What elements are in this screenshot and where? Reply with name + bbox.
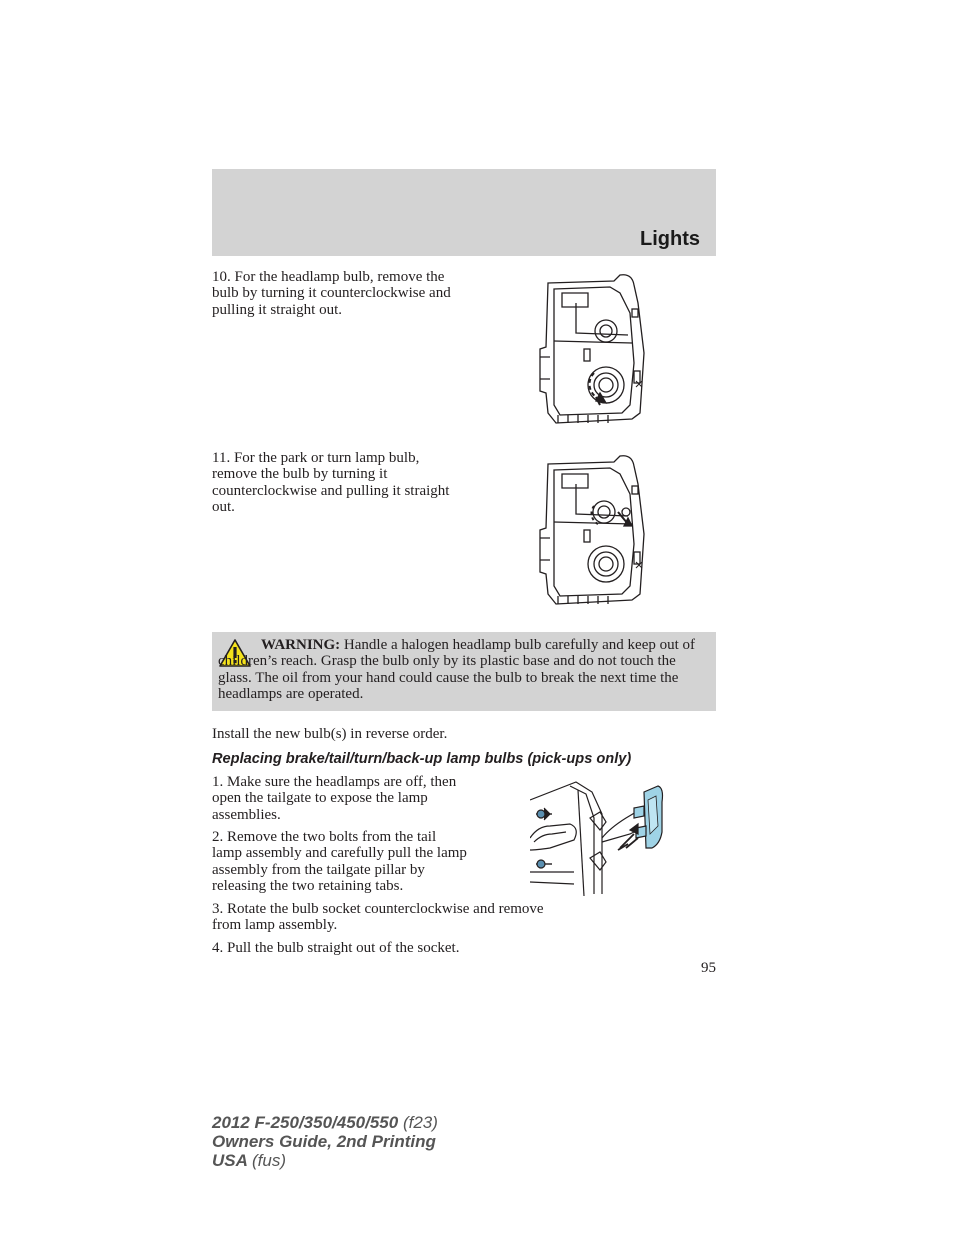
tail-step-4: 4. Pull the bulb straight out of the socket.	[212, 940, 460, 956]
tail-step-3: 3. Rotate the bulb socket counterclockwise and remove from lamp assembly.	[212, 901, 544, 934]
tail-step-2: 2. Remove the two bolts from the tail lamp assembly and carefully pull the lamp assembly from the tailgate pillar by releasing the two retaining tabs.	[212, 829, 467, 894]
document-footer	[212, 1113, 438, 1170]
section-title: Lights	[640, 228, 700, 250]
footer-model-code: (f23)	[402, 1113, 438, 1132]
warning-box	[212, 632, 716, 711]
footer-line-2: Owners Guide, 2nd Printing	[212, 1132, 436, 1151]
warning-body: Handle a halogen headlamp bulb carefully and keep out of children’s reach. Grasp the bulb only by its plastic base and do not touch the glass. The oil from your hand could cause the bulb to break the next time the headlamps are operated.	[218, 637, 696, 702]
headlamp-bulb-figure	[536, 273, 648, 431]
step-11-text: 11. For the park or turn lamp bulb, remove the bulb by turning it counterclockwise and pulling it straight out.	[212, 450, 450, 515]
section-header	[212, 169, 716, 256]
warning-text	[218, 637, 706, 702]
footer-line-3	[212, 1151, 438, 1170]
footer-region-code: (fus)	[252, 1151, 286, 1170]
tail-lamp-figure	[530, 778, 668, 898]
park-turn-bulb-figure	[536, 454, 648, 612]
footer-region: USA	[212, 1151, 248, 1170]
tail-step-1: 1. Make sure the headlamps are off, then open the tailgate to expose the lamp assemblies.	[212, 774, 457, 823]
install-note: Install the new bulb(s) in reverse order.	[212, 726, 448, 742]
step-10-text: 10. For the headlamp bulb, remove the bulb by turning it counterclockwise and pulling it straight out.	[212, 269, 451, 318]
page-number: 95	[701, 960, 716, 976]
footer-model: 2012 F-250/350/450/550	[212, 1113, 399, 1132]
warning-label: WARNING:	[261, 637, 341, 653]
subsection-heading: Replacing brake/tail/turn/back-up lamp bulbs (pick-ups only)	[212, 751, 632, 767]
footer-line-1	[212, 1113, 438, 1132]
